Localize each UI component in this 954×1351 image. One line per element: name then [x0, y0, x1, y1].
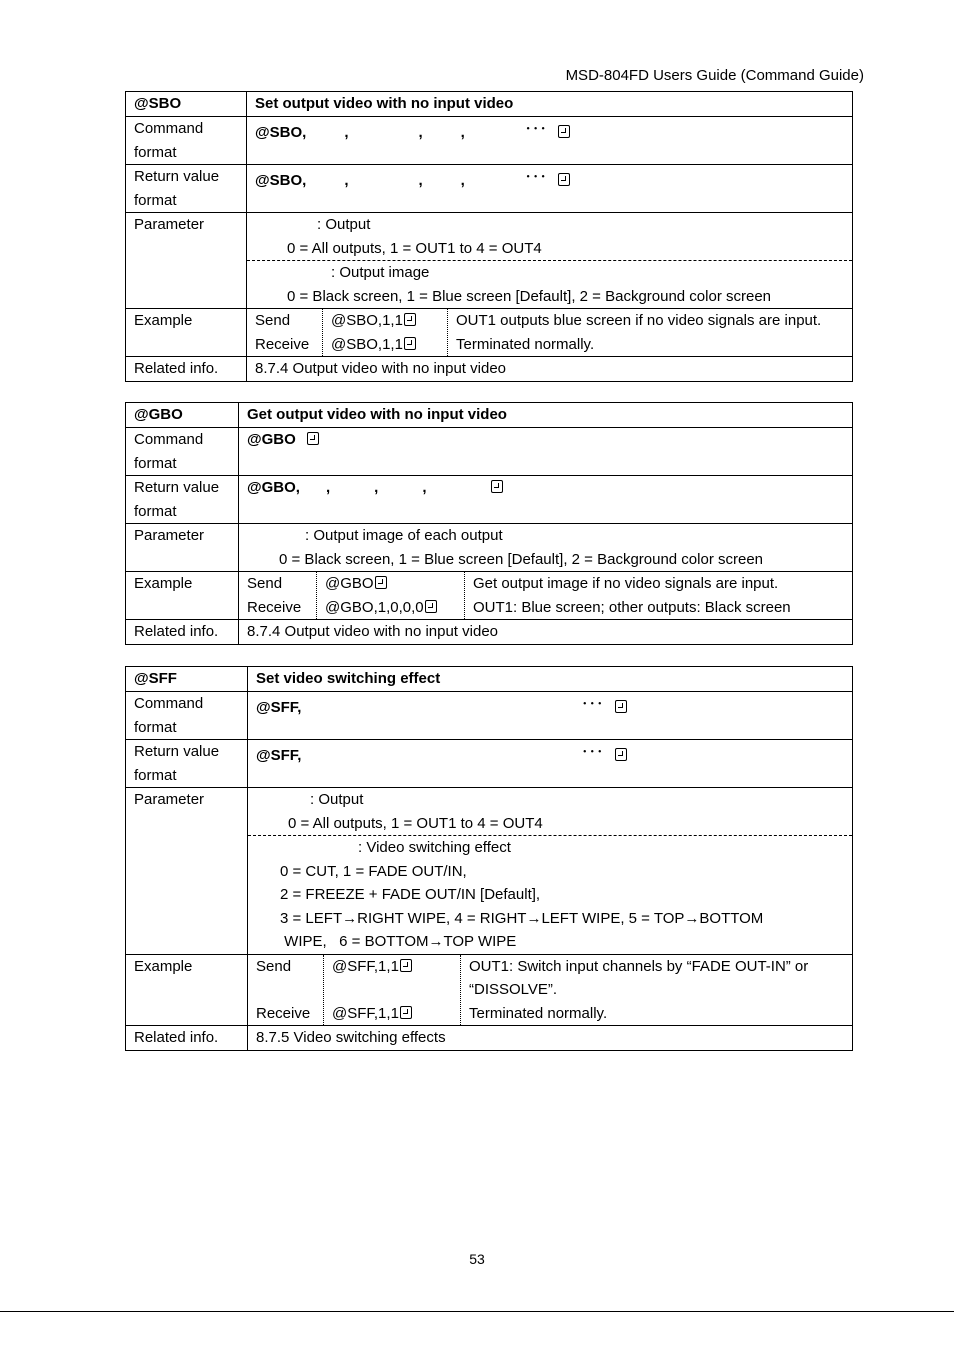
return-format-value: @SFF, ･･･ [248, 740, 853, 788]
return-icon [425, 600, 437, 613]
command-format-label: Command format [126, 428, 239, 476]
parameter-label: Parameter [126, 788, 248, 955]
command-format-label: Command format [126, 692, 248, 740]
command-format-label: Command format [126, 117, 247, 165]
return-icon [307, 432, 319, 445]
return-icon [558, 125, 570, 138]
sff-command-table [125, 666, 853, 1051]
sbo-command-table [125, 91, 853, 382]
return-icon [400, 959, 412, 972]
example-value: Send Receive @SBO,1,1 @SBO,1,1 OUT1 outputs blue screen if no video signals are input. Terminated normally. [247, 309, 853, 357]
return-format-value: @SBO, , , , ･･･ [247, 165, 853, 213]
return-format-label: Return value format [126, 476, 239, 524]
related-info-label: Related info. [126, 620, 239, 645]
related-info-label: Related info. [126, 357, 247, 382]
command-format-value: @SFF, ･･･ [248, 692, 853, 740]
command-title: Set video switching effect [248, 667, 853, 692]
parameter-value: : Output 0 = All outputs, 1 = OUT1 to 4 = OUT4 : Video switching effect 0 = CUT, 1 = FADE OUT/IN, 2 = FREEZE + FADE OUT/IN [Default], 3 = LEFT→RIGHT WIPE, 4 = RIGHT→LEFT WIPE, 5 = TOP→BOTTOM WIPE, 6 = BOTTOM→TOP WIPE [248, 788, 853, 955]
command-code: @SBO [126, 92, 247, 117]
example-label: Example [126, 572, 239, 620]
command-code: @GBO [126, 403, 239, 428]
return-icon [375, 576, 387, 589]
return-format-value: @GBO, , , , [239, 476, 853, 524]
return-icon [400, 1006, 412, 1019]
related-info-value: 8.7.5 Video switching effects [248, 1026, 853, 1051]
parameter-value: : Output 0 = All outputs, 1 = OUT1 to 4 = OUT4 : Output image 0 = Black screen, 1 = Blue screen [Default], 2 = Background color screen [247, 213, 853, 309]
command-title: Set output video with no input video [247, 92, 853, 117]
return-icon [404, 337, 416, 350]
return-icon [404, 313, 416, 326]
return-format-label: Return value format [126, 165, 247, 213]
example-label: Example [126, 954, 248, 1026]
command-format-value: @SBO, , , , ･･･ [247, 117, 853, 165]
related-info-value: 8.7.4 Output video with no input video [239, 620, 853, 645]
page-header-title: MSD-804FD Users Guide (Command Guide) [565, 67, 864, 84]
return-icon [615, 700, 627, 713]
example-label: Example [126, 309, 247, 357]
return-icon [491, 480, 503, 493]
parameter-label: Parameter [126, 213, 247, 309]
example-value: Send Receive @SFF,1,1 @SFF,1,1 OUT1: Switch input channels by “FADE OUT-IN” or “DISSOLVE”. Terminated normally. [248, 954, 853, 1026]
return-format-label: Return value format [126, 740, 248, 788]
return-icon [558, 173, 570, 186]
command-code: @SFF [126, 667, 248, 692]
gbo-command-table [125, 402, 853, 645]
footer-divider [0, 1311, 954, 1312]
example-value: Send Receive @GBO @GBO,1,0,0,0 Get output image if no video signals are input. OUT1: Blue screen; other outputs: Black screen [239, 572, 853, 620]
related-info-value: 8.7.4 Output video with no input video [247, 357, 853, 382]
related-info-label: Related info. [126, 1026, 248, 1051]
page-number: 53 [469, 1251, 485, 1267]
command-title: Get output video with no input video [239, 403, 853, 428]
parameter-value: : Output image of each output 0 = Black screen, 1 = Blue screen [Default], 2 = Background color screen [239, 524, 853, 572]
command-format-value: @GBO [239, 428, 853, 476]
return-icon [615, 748, 627, 761]
parameter-label: Parameter [126, 524, 239, 572]
